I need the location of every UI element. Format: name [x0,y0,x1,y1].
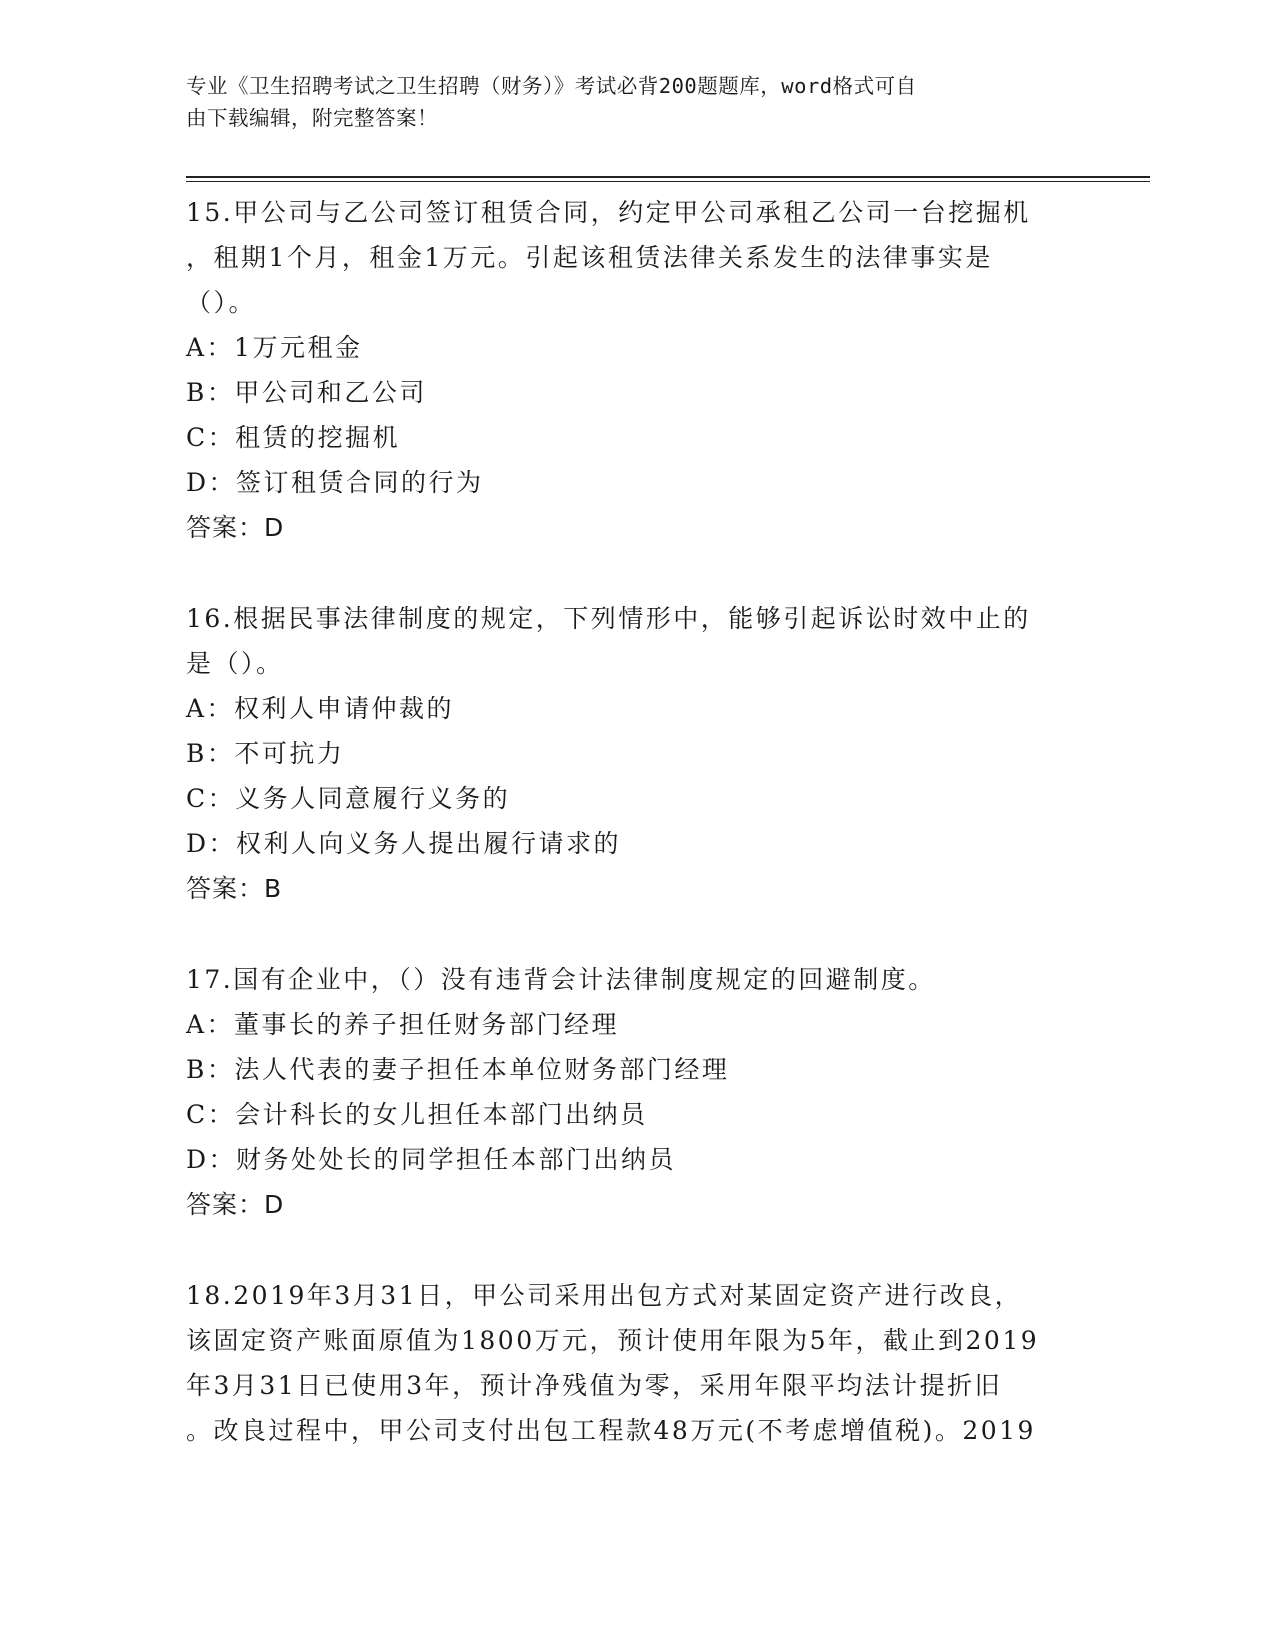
question-15 [186,190,1126,550]
question-18 [186,1273,1126,1453]
question-stem [186,596,1126,686]
question-17 [186,957,1126,1227]
option-b: B：法人代表的妻子担任本单位财务部门经理 [186,1055,730,1084]
question-stem [186,190,1126,325]
stem-line: 17.国有企业中，（）没有违背会计法律制度规定的回避制度。 [186,965,936,994]
stem-line: 。改良过程中，甲公司支付出包工程款48万元(不考虑增值税)。2019 [186,1416,1036,1445]
stem-line: 16.根据民事法律制度的规定，下列情形中，能够引起诉讼时效中止的 [186,604,1031,633]
stem-line: 18.2019年3月31日，甲公司采用出包方式对某固定资产进行改良， [186,1281,1023,1310]
header-divider-thin [186,181,1150,182]
option-d: D：财务处处长的同学担任本部门出纳员 [186,1145,677,1174]
stem-line: 15.甲公司与乙公司签订租赁合同，约定甲公司承租乙公司一台挖掘机 [186,198,1031,227]
stem-line: 该固定资产账面原值为1800万元，预计使用年限为5年，截止到2019 [186,1326,1040,1355]
question-stem [186,957,1126,1002]
stem-line: ，租期1个月，租金1万元。引起该租赁法律关系发生的法律事实是 [186,243,993,272]
option-d: D：签订租赁合同的行为 [186,468,484,497]
answer-line: 答案：D [186,513,285,542]
answer-line: 答案：B [186,874,283,903]
header-divider-thick [186,176,1150,178]
header-line: 专业《卫生招聘考试之卫生招聘（财务）》考试必背200题题库，word格式可自 [186,74,917,98]
document-header [186,70,1066,134]
stem-line: 年3月31日已使用3年，预计净残值为零，采用年限平均法计提折旧 [186,1371,1003,1400]
header-line: 由下载编辑，附完整答案！ [186,106,438,130]
option-c: C：义务人同意履行义务的 [186,784,511,813]
option-c: C：会计科长的女儿担任本部门出纳员 [186,1100,648,1129]
stem-line: 是（）。 [186,649,284,678]
option-b: B：不可抗力 [186,739,345,768]
option-a: A：董事长的养子担任财务部门经理 [186,1010,620,1039]
answer-line: 答案：D [186,1190,285,1219]
question-16 [186,596,1126,911]
option-c: C：租赁的挖掘机 [186,423,401,452]
question-list [186,190,1126,1499]
option-a: A：1万元租金 [186,333,363,362]
option-b: B：甲公司和乙公司 [186,378,427,407]
option-d: D：权利人向义务人提出履行请求的 [186,829,622,858]
question-stem [186,1273,1126,1453]
stem-line: （）。 [186,288,257,317]
option-a: A：权利人申请仲裁的 [186,694,455,723]
